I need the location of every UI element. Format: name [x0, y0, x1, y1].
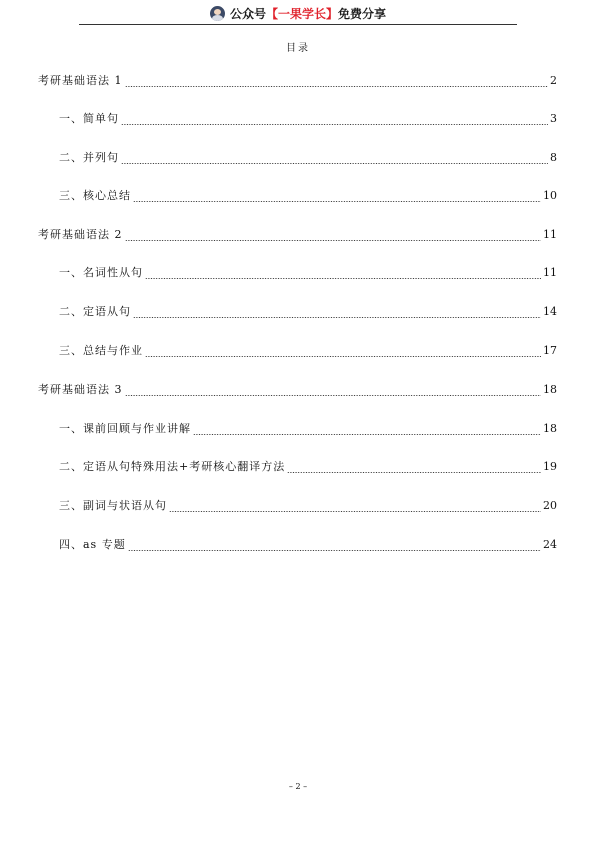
toc-entry-label: 一、课前回顾与作业讲解 — [59, 422, 191, 435]
toc-entry-noun-clause[interactable] — [59, 266, 557, 280]
toc-entry-label: 二、定语从句 — [59, 305, 131, 318]
toc-entry-grammar-3[interactable] — [38, 383, 557, 397]
toc-entry-label: 二、定语从句特殊用法+考研核心翻译方法 — [59, 460, 286, 473]
toc-entry-label: 考研基础语法 2 — [38, 228, 123, 241]
toc-entry-attributive-special-usage[interactable] — [59, 460, 557, 474]
toc-entry-label: 一、简单句 — [59, 112, 119, 125]
toc-entry-page: 8 — [550, 151, 557, 164]
toc-entry-compound-sentence[interactable] — [59, 151, 557, 165]
toc-entry-page: 19 — [543, 460, 557, 473]
toc-entry-label: 三、副词与状语从句 — [59, 499, 167, 512]
toc-entry-grammar-2[interactable] — [38, 228, 557, 242]
toc-title: 目录 — [286, 43, 310, 54]
brand-highlight: 【一果学长】 — [265, 6, 338, 21]
toc-entry-attributive-clause[interactable] — [59, 305, 557, 319]
dot-leader — [169, 503, 541, 513]
brand-prefix: 公众号 — [229, 6, 266, 21]
toc-entry-page: 18 — [543, 383, 557, 396]
dot-leader — [145, 348, 541, 358]
toc-entry-as-topic[interactable] — [59, 538, 557, 552]
dot-leader — [121, 116, 548, 126]
toc-entry-label: 三、总结与作业 — [59, 344, 143, 357]
page-number: – 2 – — [288, 782, 308, 791]
toc-entry-page: 11 — [543, 266, 557, 279]
toc-entry-label: 三、核心总结 — [59, 189, 131, 202]
toc-entry-page: 20 — [543, 499, 557, 512]
dot-leader — [287, 464, 541, 474]
toc-entry-page: 11 — [543, 228, 557, 241]
dot-leader — [145, 270, 541, 280]
toc-entry-label: 一、名词性从句 — [59, 266, 143, 279]
toc-entry-label: 四、as 专题 — [59, 538, 126, 551]
toc-entry-page: 2 — [550, 74, 557, 87]
toc-entry-page: 14 — [543, 305, 557, 318]
toc-entry-summary-homework[interactable] — [59, 344, 557, 358]
dot-leader — [125, 232, 542, 242]
dot-leader — [133, 193, 541, 203]
toc-entry-label: 二、并列句 — [59, 151, 119, 164]
dot-leader — [125, 78, 549, 88]
dot-leader — [128, 542, 541, 552]
toc-entry-core-summary[interactable] — [59, 189, 557, 203]
toc-entry-grammar-1[interactable] — [38, 74, 557, 88]
toc-entry-page: 17 — [543, 344, 557, 357]
dot-leader — [121, 155, 548, 165]
dot-leader — [133, 309, 541, 319]
brand-text — [230, 5, 386, 22]
page-header — [0, 0, 596, 28]
avatar-icon — [210, 6, 225, 21]
toc-entry-page: 18 — [543, 422, 557, 435]
toc-entry-page: 3 — [550, 112, 557, 125]
dot-leader — [193, 426, 541, 436]
dot-leader — [125, 387, 542, 397]
toc-entry-page: 24 — [543, 538, 557, 551]
brand-suffix: 免费分享 — [338, 6, 387, 21]
toc-entry-label: 考研基础语法 3 — [38, 383, 123, 396]
header-divider — [79, 24, 517, 25]
toc-entry-label: 考研基础语法 1 — [38, 74, 123, 87]
toc-entry-page: 10 — [543, 189, 557, 202]
toc-entry-simple-sentence[interactable] — [59, 112, 557, 126]
toc-entry-adverbial-clause[interactable] — [59, 499, 557, 513]
toc-entry-review-homework[interactable] — [59, 422, 557, 436]
